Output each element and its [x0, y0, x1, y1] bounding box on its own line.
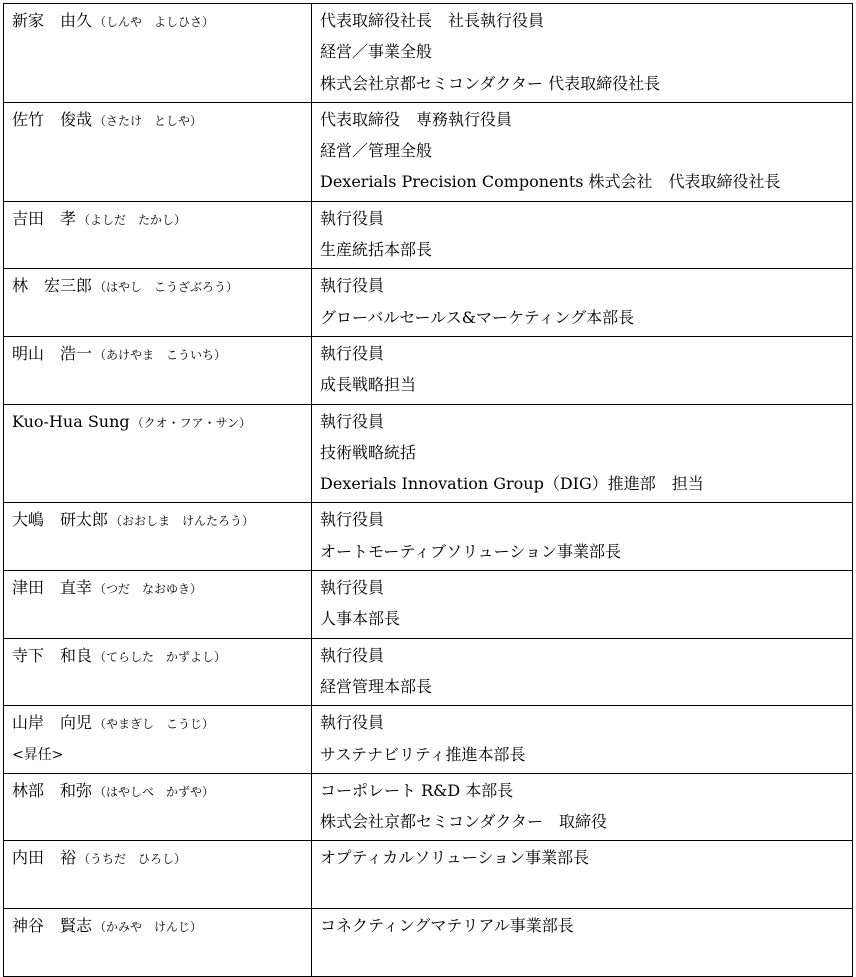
- role-line: オートモーティブソリューション事業部長: [320, 541, 621, 561]
- name-cell: [4, 571, 312, 639]
- role-cell: [312, 269, 853, 337]
- role-cell: [312, 4, 853, 103]
- executive-name: 内田 裕: [12, 848, 77, 868]
- table-row: [4, 269, 853, 337]
- role-cell: [312, 909, 853, 977]
- name-line: [12, 710, 311, 741]
- promotion-note: <昇任>: [12, 746, 64, 763]
- role-cell: [312, 404, 853, 503]
- role-line: 執行役員: [320, 645, 385, 665]
- role-line: Dexerials Precision Components 株式会社 代表取締役社長: [320, 172, 781, 192]
- name-cell: [4, 102, 312, 201]
- executive-table: [3, 3, 853, 977]
- name-line: [12, 643, 311, 674]
- executive-name-reading: （うちだ ひろし）: [78, 852, 187, 867]
- executive-name: 寺下 和良: [12, 645, 93, 665]
- executive-name-reading: （あけやま こういち）: [94, 347, 227, 362]
- name-cell: [4, 404, 312, 503]
- executive-table-body: [4, 4, 853, 977]
- table-row: [4, 706, 853, 774]
- role-cell: [312, 336, 853, 404]
- executive-name-reading: （しんや よしひさ）: [94, 15, 215, 29]
- name-line: [12, 409, 311, 440]
- executive-name: 津田 直幸: [12, 578, 93, 598]
- role-line: 成長戦略担当: [320, 375, 417, 395]
- role-line: 執行役員: [320, 578, 385, 598]
- role-line: グローバルセールス&マーケティング本部長: [320, 307, 635, 327]
- name-cell: [4, 909, 312, 977]
- name-cell: [4, 269, 312, 337]
- executive-name: 吉田 孝: [12, 208, 77, 228]
- name-line: [12, 575, 311, 606]
- role-line: サステナビリティ推進本部長: [320, 744, 526, 764]
- executive-name-reading: （クオ・フア・サン）: [131, 415, 252, 430]
- name-line: [12, 273, 311, 304]
- role-line: 技術戦略統括: [320, 442, 417, 462]
- role-line: 代表取締役 専務執行役員: [320, 109, 513, 129]
- role-cell: [312, 706, 853, 774]
- role-cell: [312, 638, 853, 706]
- role-line: 執行役員: [320, 411, 385, 431]
- name-line: [12, 8, 311, 39]
- name-cell: [4, 336, 312, 404]
- executive-name: 神谷 賢志: [12, 916, 93, 936]
- name-line: [12, 845, 311, 876]
- role-cell: [312, 773, 853, 841]
- role-line: 人事本部長: [320, 609, 401, 629]
- table-row: [4, 638, 853, 706]
- executive-name-reading: （てらした かずよし）: [94, 649, 227, 664]
- role-cell: [312, 201, 853, 269]
- table-row: [4, 201, 853, 269]
- executive-name-reading: （さたけ としや）: [94, 113, 203, 128]
- role-cell: [312, 102, 853, 201]
- name-cell: [4, 4, 312, 103]
- role-line: コネクティングマテリアル事業部長: [320, 916, 574, 936]
- role-line: コーポレート R&D 本部長: [320, 780, 514, 800]
- executive-name: 林 宏三郎: [12, 276, 93, 296]
- executive-name-reading: （よしだ たかし）: [78, 212, 187, 227]
- table-row: [4, 336, 853, 404]
- table-row: [4, 841, 853, 909]
- role-line: 経営／管理全般: [320, 141, 433, 161]
- table-row: [4, 503, 853, 571]
- role-line: [320, 877, 852, 908]
- role-line: 執行役員: [320, 510, 385, 530]
- executive-name: 新家 由久: [12, 11, 93, 30]
- name-line: [12, 913, 311, 944]
- executive-name: 山岸 向児: [12, 713, 93, 733]
- executive-name: Kuo-Hua Sung: [12, 411, 130, 431]
- name-line: [12, 341, 311, 372]
- role-line: 経営管理本部長: [320, 676, 433, 696]
- name-line: [12, 206, 311, 237]
- table-row: [4, 909, 853, 977]
- role-line: 執行役員: [320, 276, 385, 296]
- executive-name: 佐竹 俊哉: [12, 109, 93, 129]
- executive-name: 林部 和弥: [12, 780, 93, 800]
- role-cell: [312, 503, 853, 571]
- role-line: 株式会社京都セミコンダクター 代表取締役社長: [320, 73, 661, 93]
- table-row: [4, 4, 853, 103]
- executive-name-reading: （はやし こうざぶろう）: [94, 280, 239, 295]
- role-line: 経営／事業全般: [320, 42, 433, 62]
- role-line: 執行役員: [320, 208, 385, 228]
- table-row: [4, 773, 853, 841]
- role-line: 生産統括本部長: [320, 240, 433, 260]
- executive-name-reading: （おおしま けんたろう）: [110, 514, 255, 529]
- role-line: [320, 944, 852, 975]
- table-row: [4, 571, 853, 639]
- executive-name-reading: （はやしべ かずや）: [94, 784, 215, 799]
- name-cell: [4, 706, 312, 774]
- role-line: 代表取締役社長 社長執行役員: [320, 11, 545, 30]
- name-cell: [4, 773, 312, 841]
- executive-name: 大嶋 研太郎: [12, 510, 109, 530]
- executive-name-reading: （やまぎし こうじ）: [94, 717, 215, 732]
- executive-name-reading: （つだ なおゆき）: [94, 582, 203, 597]
- table-row: [4, 102, 853, 201]
- name-cell: [4, 503, 312, 571]
- role-line: Dexerials Innovation Group（DIG）推進部 担当: [320, 474, 704, 494]
- role-line: 株式会社京都セミコンダクター 取締役: [320, 812, 608, 832]
- role-cell: [312, 841, 853, 909]
- executive-name: 明山 浩一: [12, 343, 93, 363]
- name-line: [12, 507, 311, 538]
- name-line: [12, 778, 311, 809]
- role-line: 執行役員: [320, 713, 385, 733]
- name-cell: [4, 638, 312, 706]
- name-cell: [4, 841, 312, 909]
- name-line: [12, 107, 311, 138]
- table-row: [4, 404, 853, 503]
- executive-name-reading: （かみや けんじ）: [94, 920, 203, 935]
- name-cell: [4, 201, 312, 269]
- role-cell: [312, 571, 853, 639]
- role-line: オプティカルソリューション事業部長: [320, 848, 590, 868]
- role-line: 執行役員: [320, 343, 385, 363]
